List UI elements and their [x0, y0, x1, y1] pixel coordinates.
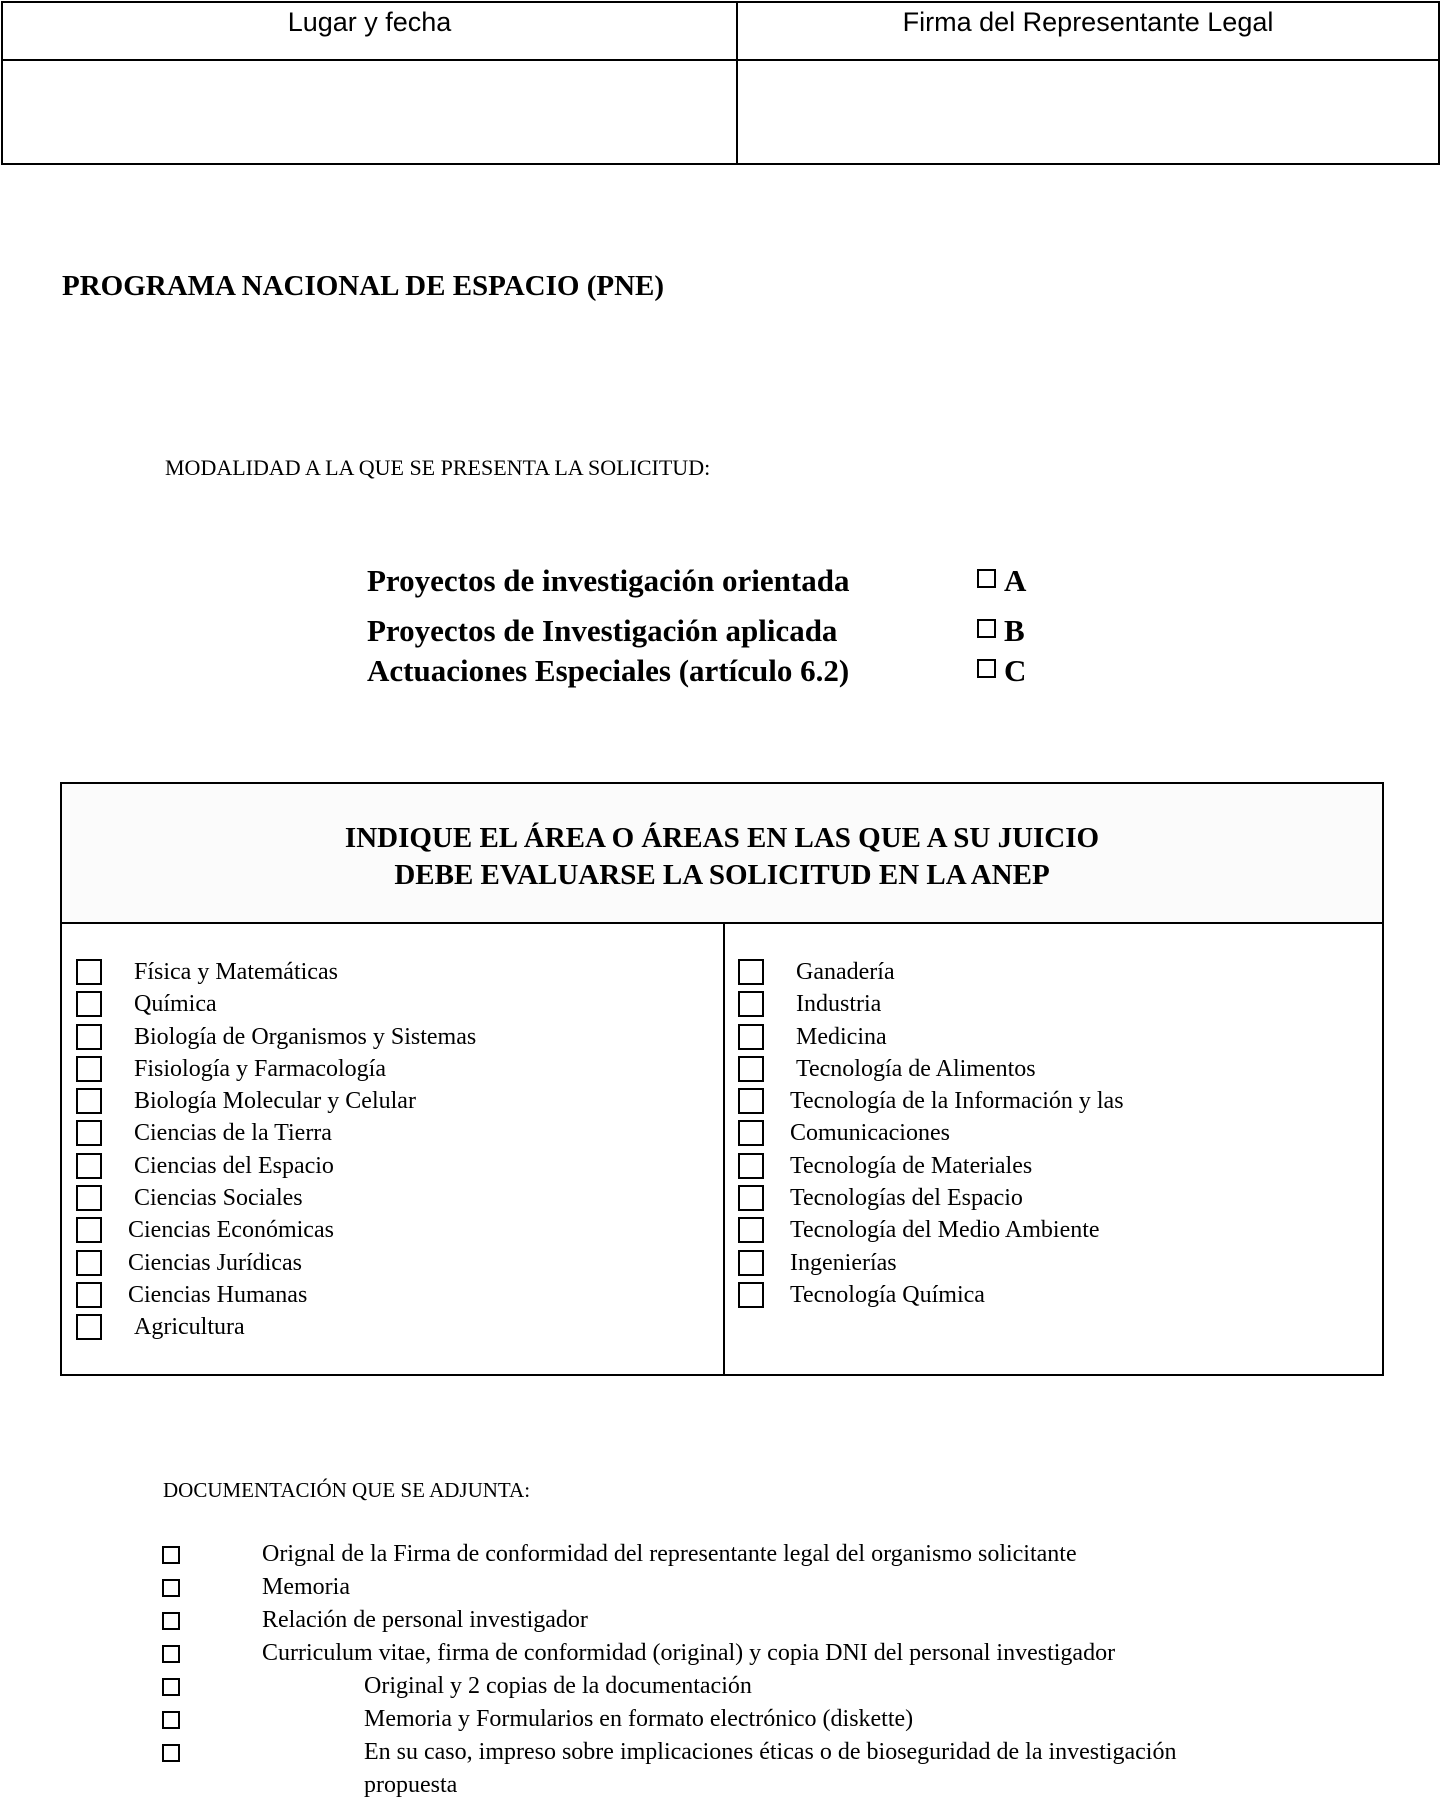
area-label: Ganadería: [796, 959, 895, 985]
area-checkbox[interactable]: [738, 1282, 764, 1308]
modalidad-option-c[interactable]: [367, 653, 1026, 689]
area-checkbox[interactable]: [76, 1250, 102, 1276]
area-item[interactable]: [76, 1053, 716, 1085]
doc-item[interactable]: [162, 1670, 1312, 1703]
area-item[interactable]: [76, 1182, 716, 1214]
area-label: Ciencias Humanas: [128, 1281, 308, 1308]
doc-label: Relación de personal investigador: [262, 1607, 588, 1633]
area-label: Agricultura: [134, 1314, 245, 1341]
area-label: Ciencias de la Tierra: [134, 1120, 332, 1147]
areas-title-line1: INDIQUE EL ÁREA O ÁREAS EN LAS QUE A SU JUICIO: [344, 822, 1100, 854]
areas-right-list: [738, 956, 1378, 1311]
area-checkbox[interactable]: [738, 1088, 764, 1114]
documentation-list: [162, 1538, 1312, 1802]
areas-title-line2: DEBE EVALUARSE LA SOLICITUD EN LA ANEP: [394, 859, 1050, 891]
area-label: Ciencias del Espacio: [134, 1152, 334, 1179]
doc-item[interactable]: [162, 1538, 1312, 1571]
area-item[interactable]: [738, 1150, 1378, 1182]
doc-item[interactable]: [162, 1604, 1312, 1637]
doc-checkbox[interactable]: [162, 1612, 180, 1630]
area-label: Fisiología y Farmacología: [134, 1055, 386, 1082]
area-checkbox[interactable]: [76, 1217, 102, 1243]
area-item[interactable]: [738, 1182, 1378, 1214]
area-label: Tecnologías del Espacio: [790, 1185, 1023, 1212]
area-item[interactable]: [738, 988, 1378, 1020]
area-item[interactable]: [738, 1279, 1378, 1311]
doc-checkbox[interactable]: [162, 1744, 180, 1762]
modalidad-option-code: B: [1004, 613, 1025, 648]
doc-label: Original y 2 copias de la documentación: [364, 1673, 752, 1699]
area-item[interactable]: [76, 1279, 716, 1311]
area-label: Tecnología Química: [790, 1281, 985, 1308]
areas-column-divider: [723, 922, 725, 1374]
area-checkbox[interactable]: [76, 959, 102, 985]
area-item[interactable]: [76, 988, 716, 1020]
modalidad-option-a[interactable]: [367, 563, 1026, 599]
area-label: Ciencias Jurídicas: [128, 1249, 302, 1276]
legal-rep-signature-header: Firma del Representante Legal: [902, 7, 1274, 37]
area-checkbox[interactable]: [738, 1217, 764, 1243]
area-item[interactable]: [76, 1150, 716, 1182]
area-checkbox[interactable]: [76, 1088, 102, 1114]
area-item[interactable]: [76, 1247, 716, 1279]
area-label: Ingenierías: [790, 1249, 897, 1276]
doc-checkbox[interactable]: [162, 1579, 180, 1597]
areas-header: [62, 784, 1382, 924]
area-item[interactable]: [738, 1247, 1378, 1279]
area-checkbox[interactable]: [738, 1056, 764, 1082]
area-label: Medicina: [796, 1023, 887, 1050]
area-checkbox[interactable]: [738, 1153, 764, 1179]
doc-item[interactable]: [162, 1637, 1312, 1670]
area-item[interactable]: [738, 1117, 1378, 1149]
area-checkbox[interactable]: [76, 1120, 102, 1146]
area-checkbox[interactable]: [76, 1185, 102, 1211]
area-checkbox[interactable]: [738, 991, 764, 1017]
area-label: Biología de Organismos y Sistemas: [134, 1023, 477, 1050]
place-date-field[interactable]: [3, 61, 736, 161]
area-label: Física y Matemáticas: [134, 959, 338, 985]
area-label: Comunicaciones: [790, 1120, 950, 1147]
area-label: Industria: [796, 991, 882, 1018]
area-item[interactable]: [76, 1085, 716, 1117]
modalidad-option-code: C: [1004, 653, 1027, 688]
modalidad-option-b[interactable]: [367, 613, 1025, 649]
doc-item[interactable]: [162, 1571, 1312, 1604]
doc-label: En su caso, impreso sobre implicaciones éticas o de bioseguridad de la investigación propuesta: [364, 1739, 1177, 1798]
area-checkbox[interactable]: [76, 1282, 102, 1308]
area-item[interactable]: [738, 1021, 1378, 1053]
area-item[interactable]: [738, 1085, 1378, 1117]
area-label: Ciencias Sociales: [134, 1185, 303, 1212]
areas-box: [60, 782, 1384, 1376]
area-item[interactable]: [76, 956, 716, 988]
doc-checkbox[interactable]: [162, 1711, 180, 1729]
modalidad-option-code: A: [1004, 563, 1027, 598]
program-title: PROGRAMA NACIONAL DE ESPACIO (PNE): [62, 270, 665, 302]
areas-left-list: [76, 956, 716, 1344]
doc-checkbox[interactable]: [162, 1678, 180, 1696]
area-label: Tecnología del Medio Ambiente: [790, 1217, 1100, 1244]
area-label: Tecnología de la Información y las: [790, 1088, 1124, 1115]
doc-item[interactable]: [162, 1703, 1312, 1736]
area-label: Tecnología de Materiales: [790, 1152, 1033, 1179]
modalidad-checkbox-c[interactable]: [977, 659, 996, 678]
areas-title: [62, 820, 1382, 894]
area-checkbox[interactable]: [738, 1120, 764, 1146]
area-checkbox[interactable]: [738, 1024, 764, 1050]
area-label: Química: [134, 991, 217, 1018]
area-item[interactable]: [738, 1214, 1378, 1246]
area-checkbox[interactable]: [76, 991, 102, 1017]
area-checkbox[interactable]: [738, 1250, 764, 1276]
area-checkbox[interactable]: [76, 1314, 102, 1340]
doc-checkbox[interactable]: [162, 1645, 180, 1663]
area-item[interactable]: [738, 956, 1378, 988]
area-item[interactable]: [76, 1214, 716, 1246]
area-item[interactable]: [76, 1117, 716, 1149]
area-checkbox[interactable]: [738, 1185, 764, 1211]
place-date-header: Lugar y fecha: [287, 7, 452, 37]
doc-label: Memoria: [262, 1574, 350, 1600]
modalidad-checkbox-a[interactable]: [977, 569, 996, 588]
area-item[interactable]: [76, 1311, 716, 1343]
area-item[interactable]: [738, 1053, 1378, 1085]
modalidad-option-label: Proyectos de Investigación aplicada: [367, 613, 838, 648]
area-checkbox[interactable]: [76, 1056, 102, 1082]
area-label: Ciencias Económicas: [128, 1217, 334, 1244]
signature-table: [1, 1, 1440, 165]
area-checkbox[interactable]: [76, 1153, 102, 1179]
modalidad-label: MODALIDAD A LA QUE SE PRESENTA LA SOLICITUD:: [165, 455, 711, 480]
doc-label: Memoria y Formularios en formato electrónico (diskette): [364, 1706, 914, 1732]
doc-checkbox[interactable]: [162, 1546, 180, 1564]
documentation-label: DOCUMENTACIÓN QUE SE ADJUNTA:: [163, 1478, 531, 1502]
doc-label: Orignal de la Firma de conformidad del representante legal del organismo solicitante: [262, 1541, 1077, 1567]
area-label: Biología Molecular y Celular: [134, 1088, 416, 1115]
modalidad-option-label: Actuaciones Especiales (artículo 6.2): [367, 653, 850, 688]
doc-item[interactable]: [162, 1736, 1312, 1802]
modalidad-checkbox-b[interactable]: [977, 619, 996, 638]
area-checkbox[interactable]: [738, 959, 764, 985]
area-item[interactable]: [76, 1021, 716, 1053]
area-checkbox[interactable]: [76, 1024, 102, 1050]
doc-label: Curriculum vitae, firma de conformidad (original) y copia DNI del personal investigador: [262, 1640, 1116, 1666]
area-label: Tecnología de Alimentos: [796, 1055, 1036, 1082]
modalidad-option-label: Proyectos de investigación orientada: [367, 563, 850, 598]
legal-rep-signature-field[interactable]: [738, 61, 1438, 161]
